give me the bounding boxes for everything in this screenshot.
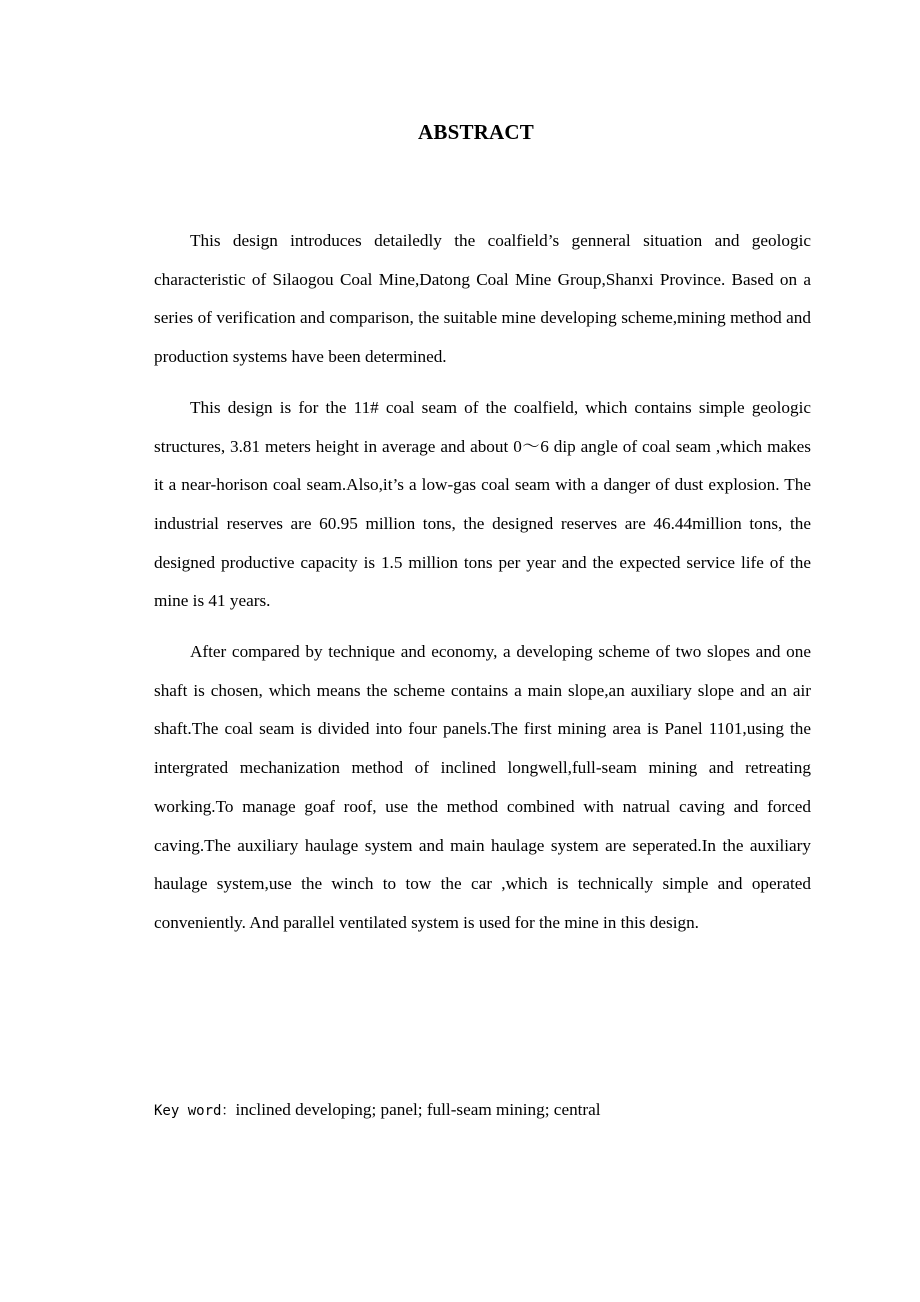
abstract-paragraph-2: This design is for the 11# coal seam of the coalfield, which contains simple geologic structures, 3.81 meters height in average and about 0～6 dip angle of coal seam ,which makes it a near-horison coal seam.Also,it’s a low-gas coal seam with a danger of dust explosion. The industrial reserves are 60.95 million tons, the designed reserves are 46.44million tons, the designed productive capacity is 1.5 million tons per year and the expected service life of the mine is 41 years. — [154, 397, 811, 611]
keywords-line — [154, 1095, 811, 1126]
abstract-paragraph-3: After compared by technique and economy, a developing scheme of two slopes and one shaft is chosen, which means the scheme contains a main slope,an auxiliary slope and an air shaft.The coal seam is divided into four panels.The first mining area is Panel 1101,using the intergrated mechanization method of inclined longwell,full-seam mining and retreating working.To manage goaf roof, use the method combined with natrual caving and forced caving.The auxiliary haulage system and main haulage system are seperated.In the auxiliary haulage system,use the winch to tow the car ,which is technically simple and operated conveniently. And parallel ventilated system is used for the mine in this design. — [154, 642, 811, 932]
page-title: ABSTRACT — [418, 120, 534, 144]
keywords-label: Key word： — [154, 1103, 236, 1119]
abstract-paragraph-1: This design introduces detailedly the coalfield’s genneral situation and geologic characteristic of Silaogou Coal Mine,Datong Coal Mine Group,Shanxi Province. Based on a series of verification and comparison, the suitable mine developing scheme,mining method and production systems have been determined. — [154, 231, 811, 367]
keywords-value: inclined developing; panel; full-seam mining; central — [235, 1100, 601, 1119]
abstract-body — [154, 222, 811, 955]
